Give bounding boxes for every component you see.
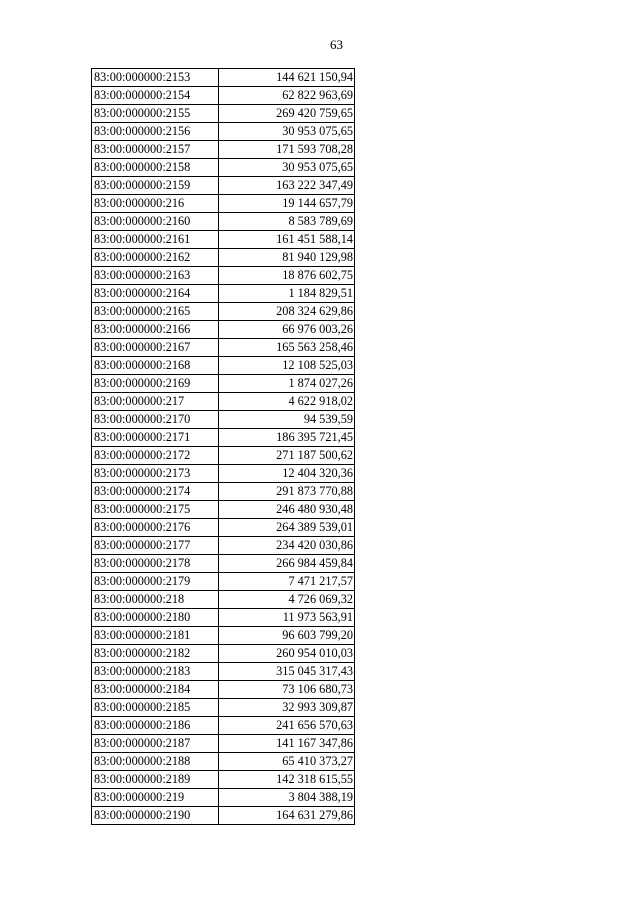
value-cell: 30 953 075,65 <box>219 123 355 141</box>
table-row <box>92 429 355 447</box>
table-row <box>92 393 355 411</box>
cadastral-number-cell: 83:00:000000:2173 <box>92 465 219 483</box>
value-cell: 266 984 459,84 <box>219 555 355 573</box>
table-row <box>92 771 355 789</box>
table-row <box>92 285 355 303</box>
table-row <box>92 465 355 483</box>
cadastral-number-cell: 83:00:000000:2161 <box>92 231 219 249</box>
cadastral-number-cell: 83:00:000000:2176 <box>92 519 219 537</box>
table-row <box>92 627 355 645</box>
cadastral-number-cell: 83:00:000000:2164 <box>92 285 219 303</box>
cadastral-number-cell: 83:00:000000:2162 <box>92 249 219 267</box>
cadastral-number-cell: 83:00:000000:2180 <box>92 609 219 627</box>
cadastral-number-cell: 83:00:000000:2166 <box>92 321 219 339</box>
cadastral-number-cell: 83:00:000000:2190 <box>92 807 219 825</box>
value-cell: 234 420 030,86 <box>219 537 355 555</box>
value-cell: 18 876 602,75 <box>219 267 355 285</box>
value-cell: 315 045 317,43 <box>219 663 355 681</box>
value-cell: 163 222 347,49 <box>219 177 355 195</box>
cadastral-number-cell: 83:00:000000:2184 <box>92 681 219 699</box>
cadastral-number-cell: 83:00:000000:217 <box>92 393 219 411</box>
table-row <box>92 159 355 177</box>
cadastral-number-cell: 83:00:000000:219 <box>92 789 219 807</box>
value-cell: 12 108 525,03 <box>219 357 355 375</box>
table-row <box>92 591 355 609</box>
table-row <box>92 249 355 267</box>
page-number: 63 <box>330 37 343 52</box>
table-row <box>92 303 355 321</box>
value-cell: 164 631 279,86 <box>219 807 355 825</box>
cadastral-number-cell: 83:00:000000:2156 <box>92 123 219 141</box>
value-cell: 66 976 003,26 <box>219 321 355 339</box>
value-cell: 19 144 657,79 <box>219 195 355 213</box>
cadastral-number-cell: 83:00:000000:2188 <box>92 753 219 771</box>
cadastral-number-cell: 83:00:000000:218 <box>92 591 219 609</box>
cadastral-value-table <box>91 68 355 825</box>
value-cell: 96 603 799,20 <box>219 627 355 645</box>
value-cell: 186 395 721,45 <box>219 429 355 447</box>
cadastral-number-cell: 83:00:000000:2170 <box>92 411 219 429</box>
value-cell: 269 420 759,65 <box>219 105 355 123</box>
value-cell: 4 622 918,02 <box>219 393 355 411</box>
cadastral-number-cell: 83:00:000000:2160 <box>92 213 219 231</box>
cadastral-number-cell: 83:00:000000:2175 <box>92 501 219 519</box>
table-row <box>92 573 355 591</box>
value-cell: 62 822 963,69 <box>219 87 355 105</box>
table-row <box>92 663 355 681</box>
table-row <box>92 321 355 339</box>
cadastral-number-cell: 83:00:000000:2172 <box>92 447 219 465</box>
cadastral-number-cell: 83:00:000000:2157 <box>92 141 219 159</box>
table-row <box>92 699 355 717</box>
table-row <box>92 357 355 375</box>
table-row <box>92 609 355 627</box>
cadastral-number-cell: 83:00:000000:2171 <box>92 429 219 447</box>
value-cell: 144 621 150,94 <box>219 69 355 87</box>
cadastral-number-cell: 83:00:000000:2183 <box>92 663 219 681</box>
cadastral-number-cell: 83:00:000000:2185 <box>92 699 219 717</box>
value-cell: 161 451 588,14 <box>219 231 355 249</box>
value-cell: 4 726 069,32 <box>219 591 355 609</box>
table-row <box>92 177 355 195</box>
value-cell: 141 167 347,86 <box>219 735 355 753</box>
value-cell: 81 940 129,98 <box>219 249 355 267</box>
table-row <box>92 231 355 249</box>
value-cell: 30 953 075,65 <box>219 159 355 177</box>
table-row <box>92 519 355 537</box>
cadastral-number-cell: 83:00:000000:2189 <box>92 771 219 789</box>
cadastral-number-cell: 83:00:000000:2154 <box>92 87 219 105</box>
value-cell: 65 410 373,27 <box>219 753 355 771</box>
value-cell: 32 993 309,87 <box>219 699 355 717</box>
table-row <box>92 69 355 87</box>
cadastral-number-cell: 83:00:000000:2159 <box>92 177 219 195</box>
cadastral-number-cell: 83:00:000000:2187 <box>92 735 219 753</box>
value-cell: 7 471 217,57 <box>219 573 355 591</box>
table-row <box>92 195 355 213</box>
table-row <box>92 123 355 141</box>
table-row <box>92 501 355 519</box>
value-cell: 165 563 258,46 <box>219 339 355 357</box>
value-cell: 271 187 500,62 <box>219 447 355 465</box>
value-cell: 142 318 615,55 <box>219 771 355 789</box>
table-row <box>92 483 355 501</box>
cadastral-number-cell: 83:00:000000:2153 <box>92 69 219 87</box>
cadastral-number-cell: 83:00:000000:216 <box>92 195 219 213</box>
table-row <box>92 555 355 573</box>
value-cell: 260 954 010,03 <box>219 645 355 663</box>
value-cell: 291 873 770,88 <box>219 483 355 501</box>
table-row <box>92 141 355 159</box>
table-row <box>92 681 355 699</box>
cadastral-number-cell: 83:00:000000:2168 <box>92 357 219 375</box>
value-cell: 1 184 829,51 <box>219 285 355 303</box>
value-cell: 208 324 629,86 <box>219 303 355 321</box>
cadastral-number-cell: 83:00:000000:2165 <box>92 303 219 321</box>
cadastral-number-cell: 83:00:000000:2169 <box>92 375 219 393</box>
cadastral-number-cell: 83:00:000000:2174 <box>92 483 219 501</box>
cadastral-number-cell: 83:00:000000:2181 <box>92 627 219 645</box>
table-row <box>92 735 355 753</box>
cadastral-number-cell: 83:00:000000:2155 <box>92 105 219 123</box>
cadastral-number-cell: 83:00:000000:2182 <box>92 645 219 663</box>
value-cell: 12 404 320,36 <box>219 465 355 483</box>
cadastral-number-cell: 83:00:000000:2186 <box>92 717 219 735</box>
table-row <box>92 537 355 555</box>
table-row <box>92 87 355 105</box>
table-row <box>92 753 355 771</box>
value-cell: 8 583 789,69 <box>219 213 355 231</box>
value-cell: 241 656 570,63 <box>219 717 355 735</box>
table-row <box>92 105 355 123</box>
table-row <box>92 717 355 735</box>
cadastral-number-cell: 83:00:000000:2163 <box>92 267 219 285</box>
cadastral-number-cell: 83:00:000000:2167 <box>92 339 219 357</box>
table-row <box>92 375 355 393</box>
value-cell: 3 804 388,19 <box>219 789 355 807</box>
value-cell: 1 874 027,26 <box>219 375 355 393</box>
value-cell: 73 106 680,73 <box>219 681 355 699</box>
cadastral-number-cell: 83:00:000000:2179 <box>92 573 219 591</box>
value-cell: 264 389 539,01 <box>219 519 355 537</box>
cadastral-number-cell: 83:00:000000:2158 <box>92 159 219 177</box>
value-cell: 94 539,59 <box>219 411 355 429</box>
table-row <box>92 447 355 465</box>
table-row <box>92 339 355 357</box>
table-body <box>92 69 355 825</box>
table-row <box>92 645 355 663</box>
table-row <box>92 807 355 825</box>
cadastral-number-cell: 83:00:000000:2177 <box>92 537 219 555</box>
table-row <box>92 411 355 429</box>
value-cell: 246 480 930,48 <box>219 501 355 519</box>
table-row <box>92 789 355 807</box>
value-cell: 171 593 708,28 <box>219 141 355 159</box>
table-row <box>92 267 355 285</box>
table-row <box>92 213 355 231</box>
value-cell: 11 973 563,91 <box>219 609 355 627</box>
cadastral-number-cell: 83:00:000000:2178 <box>92 555 219 573</box>
